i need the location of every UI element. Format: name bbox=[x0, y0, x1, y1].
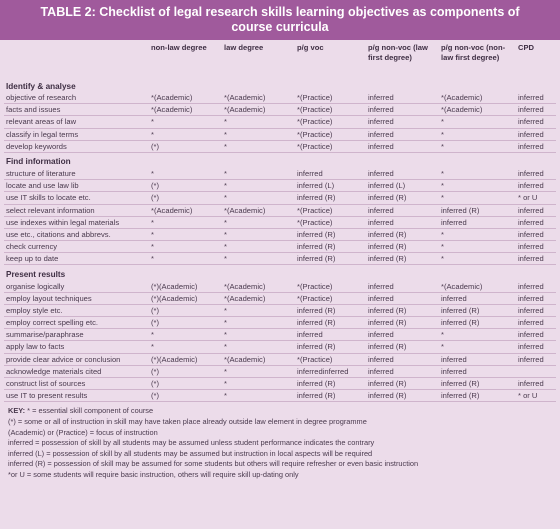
table-cell: * bbox=[149, 253, 222, 265]
table-cell: inferred (R) bbox=[295, 228, 366, 240]
skill-label-cell: acknowledge materials cited bbox=[4, 365, 149, 377]
table-cell: inferred bbox=[516, 241, 556, 253]
table-cell: inferred (R) bbox=[295, 341, 366, 353]
table-cell: (*) bbox=[149, 365, 222, 377]
table-row bbox=[4, 253, 556, 265]
table-cell: inferred (R) bbox=[439, 304, 516, 316]
table-cell: inferred (R) bbox=[439, 390, 516, 402]
table-cell: * bbox=[222, 140, 295, 152]
table-cell: * bbox=[222, 216, 295, 228]
header-cell: law degree bbox=[224, 43, 264, 52]
key-line: inferred (R) = possession of skill may be assumed for some students but others will require refresher or even basic instruction bbox=[8, 459, 419, 469]
table-cell: * bbox=[149, 228, 222, 240]
table-cell: (*)(Academic) bbox=[149, 353, 222, 365]
table-row bbox=[4, 377, 556, 389]
skill-label-cell: apply law to facts bbox=[4, 341, 149, 353]
table-row bbox=[4, 216, 556, 228]
table-row bbox=[4, 192, 556, 204]
table-row bbox=[4, 304, 556, 316]
skill-label-cell: structure of literature bbox=[4, 168, 149, 180]
table-cell: * bbox=[439, 329, 516, 341]
skill-label-cell: summarise/paraphrase bbox=[4, 329, 149, 341]
section-heading: Identify & analyse bbox=[6, 81, 76, 91]
table-cell: *(Academic) bbox=[149, 92, 222, 104]
key-legend bbox=[8, 406, 552, 480]
skill-label-cell: use IT to present results bbox=[4, 390, 149, 402]
table-cell: inferred bbox=[516, 180, 556, 192]
table-row bbox=[4, 365, 556, 377]
table-cell: *(Practice) bbox=[295, 140, 366, 152]
table-cell: inferred bbox=[295, 329, 366, 341]
skill-label-cell: use indexes within legal materials bbox=[4, 216, 149, 228]
table-cell: *(Academic) bbox=[439, 92, 516, 104]
skill-label-cell: use etc., citations and abbrevs. bbox=[4, 228, 149, 240]
table-cell: * bbox=[149, 216, 222, 228]
table-row bbox=[4, 228, 556, 240]
table-cell: inferred bbox=[516, 116, 556, 128]
section-row bbox=[4, 77, 556, 92]
skill-label-cell: keep up to date bbox=[4, 253, 149, 265]
table-cell: inferred (R) bbox=[295, 241, 366, 253]
table-cell: *(Academic) bbox=[149, 104, 222, 116]
key-line: (Academic) or (Practice) = focus of instruction bbox=[8, 427, 158, 437]
table-cell: * bbox=[149, 241, 222, 253]
skill-label-cell: check currency bbox=[4, 241, 149, 253]
table-row bbox=[4, 116, 556, 128]
table-row bbox=[4, 241, 556, 253]
key-line: (*) = some or all of instruction in skill may have taken place already outside law element in degree programme bbox=[8, 416, 367, 426]
table-cell: (*)(Academic) bbox=[149, 292, 222, 304]
table-cell: inferred bbox=[516, 140, 556, 152]
table-row bbox=[4, 128, 556, 140]
table-cell: inferred bbox=[366, 104, 439, 116]
table-cell: inferred bbox=[439, 353, 516, 365]
table-cell: * bbox=[439, 241, 516, 253]
table-cell: inferred (R) bbox=[366, 241, 439, 253]
table-cell: inferred (R) bbox=[366, 253, 439, 265]
section-row bbox=[4, 265, 556, 281]
table-cell: * bbox=[222, 304, 295, 316]
table-cell: * bbox=[439, 180, 516, 192]
table-cell: inferred (R) bbox=[366, 228, 439, 240]
table-cell: * or U bbox=[516, 192, 556, 204]
table-cell: (*) bbox=[149, 377, 222, 389]
table-cell: * bbox=[439, 228, 516, 240]
table-row bbox=[4, 353, 556, 365]
table-cell: *(Practice) bbox=[295, 116, 366, 128]
skill-label-cell: objective of research bbox=[4, 92, 149, 104]
table-cell: * bbox=[222, 253, 295, 265]
table-cell: inferred bbox=[366, 168, 439, 180]
table-cell: inferred bbox=[366, 216, 439, 228]
table-row bbox=[4, 341, 556, 353]
table-cell: * bbox=[222, 317, 295, 329]
table-title bbox=[0, 0, 560, 40]
key-line: *or U = some students will require basic instruction, others will require skill up-dating only bbox=[8, 469, 299, 479]
skill-label-cell: organise logically bbox=[4, 280, 149, 292]
table-cell: inferred (R) bbox=[439, 317, 516, 329]
table-row bbox=[4, 317, 556, 329]
table-body bbox=[4, 77, 556, 402]
table-cell: (*) bbox=[149, 192, 222, 204]
table-cell: * bbox=[149, 329, 222, 341]
table-cell: inferred bbox=[366, 92, 439, 104]
table-cell: inferred bbox=[366, 280, 439, 292]
header-cell: p/g non-voc (non-law first degree) bbox=[441, 43, 506, 62]
table-cell: inferred (R) bbox=[439, 204, 516, 216]
table-row bbox=[4, 104, 556, 116]
table-cell: * bbox=[439, 192, 516, 204]
table-cell: inferred bbox=[516, 128, 556, 140]
skill-label-cell: locate and use law lib bbox=[4, 180, 149, 192]
table-cell: inferred bbox=[439, 292, 516, 304]
table-cell: (*) bbox=[149, 317, 222, 329]
table-cell: inferred bbox=[366, 128, 439, 140]
header-cell: CPD bbox=[518, 43, 535, 52]
table-cell: * bbox=[439, 168, 516, 180]
table-cell: * bbox=[222, 377, 295, 389]
header-cell: p/g voc bbox=[297, 43, 324, 52]
table-cell: inferred bbox=[366, 140, 439, 152]
table-cell bbox=[516, 365, 556, 377]
table-cell: inferred bbox=[516, 216, 556, 228]
table-cell: inferred (R) bbox=[295, 377, 366, 389]
table-cell: * bbox=[149, 341, 222, 353]
table-cell: *(Academic) bbox=[222, 104, 295, 116]
table-cell: inferred (R) bbox=[295, 317, 366, 329]
table-cell: * bbox=[149, 116, 222, 128]
table-cell: *(Academic) bbox=[222, 353, 295, 365]
skill-label-cell: employ layout techniques bbox=[4, 292, 149, 304]
table-cell: * bbox=[222, 192, 295, 204]
skill-label-cell: select relevant information bbox=[4, 204, 149, 216]
section-row bbox=[4, 152, 556, 168]
skill-label-cell: develop keywords bbox=[4, 140, 149, 152]
table-cell: inferred (L) bbox=[295, 180, 366, 192]
key-line: inferred (L) = possession of skill by all students may be assumed but instruction in local aspects will be required bbox=[8, 448, 373, 458]
table-cell: inferred bbox=[516, 377, 556, 389]
table-cell: * bbox=[222, 128, 295, 140]
header-row bbox=[4, 43, 556, 77]
table-cell: * bbox=[439, 128, 516, 140]
table-cell: *(Practice) bbox=[295, 104, 366, 116]
section-heading: Present results bbox=[6, 269, 66, 279]
table-cell: *(Practice) bbox=[295, 92, 366, 104]
table-cell: inferred bbox=[516, 253, 556, 265]
table-cell: inferred (R) bbox=[439, 377, 516, 389]
skill-label-cell: classify in legal terms bbox=[4, 128, 149, 140]
table-row bbox=[4, 92, 556, 104]
table-cell: (*)(Academic) bbox=[149, 280, 222, 292]
table-cell: (*) bbox=[149, 180, 222, 192]
table-cell: *(Academic) bbox=[439, 104, 516, 116]
checklist-table bbox=[4, 43, 556, 402]
table-cell: inferred bbox=[516, 228, 556, 240]
table-cell: *(Academic) bbox=[149, 204, 222, 216]
table-cell: *(Academic) bbox=[222, 280, 295, 292]
skill-label-cell: employ correct spelling etc. bbox=[4, 317, 149, 329]
table-cell: * bbox=[439, 140, 516, 152]
key-label: KEY: bbox=[8, 406, 26, 416]
key-line bbox=[8, 406, 552, 417]
table-cell: inferred (L) bbox=[366, 180, 439, 192]
table-cell: * bbox=[222, 241, 295, 253]
table-cell: * or U bbox=[516, 390, 556, 402]
table-cell: * bbox=[222, 228, 295, 240]
table-cell: inferred bbox=[366, 365, 439, 377]
table-cell: *(Practice) bbox=[295, 353, 366, 365]
table-cell: inferred bbox=[366, 353, 439, 365]
table-cell: * bbox=[222, 168, 295, 180]
table-cell: inferred (R) bbox=[295, 253, 366, 265]
skill-label-cell: employ style etc. bbox=[4, 304, 149, 316]
table-cell: inferred bbox=[516, 104, 556, 116]
table-cell: inferred bbox=[516, 353, 556, 365]
table-title-line-2: course curricula bbox=[231, 20, 329, 34]
table-cell: inferred bbox=[516, 92, 556, 104]
skill-label-cell: use IT skills to locate etc. bbox=[4, 192, 149, 204]
table-title-line-1: TABLE 2: Checklist of legal research skills learning objectives as components of bbox=[40, 5, 520, 19]
table-cell: inferred bbox=[366, 292, 439, 304]
table-cell: * bbox=[222, 180, 295, 192]
skill-label-cell: relevant areas of law bbox=[4, 116, 149, 128]
table-cell: * bbox=[222, 341, 295, 353]
table-row bbox=[4, 140, 556, 152]
table-cell: inferred bbox=[516, 317, 556, 329]
table-cell: inferred bbox=[516, 292, 556, 304]
table-row bbox=[4, 280, 556, 292]
table-cell: *(Academic) bbox=[222, 292, 295, 304]
table-cell: (*) bbox=[149, 390, 222, 402]
table-cell: * bbox=[222, 390, 295, 402]
table-cell: *(Practice) bbox=[295, 128, 366, 140]
table-cell: inferred (R) bbox=[366, 377, 439, 389]
skill-label-cell: provide clear advice or conclusion bbox=[4, 353, 149, 365]
table-cell: *(Practice) bbox=[295, 280, 366, 292]
skill-label-cell: construct list of sources bbox=[4, 377, 149, 389]
table-cell: inferred (R) bbox=[366, 317, 439, 329]
table-cell: *(Practice) bbox=[295, 204, 366, 216]
table-cell: inferred bbox=[366, 204, 439, 216]
table-cell: inferred bbox=[295, 168, 366, 180]
section-heading: Find information bbox=[6, 157, 71, 167]
table-cell: inferred (R) bbox=[366, 192, 439, 204]
table-row bbox=[4, 204, 556, 216]
table-cell: inferred (R) bbox=[295, 304, 366, 316]
table-row bbox=[4, 329, 556, 341]
table-cell: * bbox=[149, 168, 222, 180]
table-cell: * bbox=[222, 329, 295, 341]
table-cell: inferred bbox=[516, 280, 556, 292]
table-cell: inferred (R) bbox=[366, 390, 439, 402]
table-cell: * bbox=[222, 365, 295, 377]
header-cell bbox=[4, 43, 149, 77]
table-cell: inferred bbox=[516, 204, 556, 216]
table-cell: * bbox=[439, 341, 516, 353]
table-cell: inferred (R) bbox=[366, 341, 439, 353]
key-line: inferred = possession of skill by all students may be assumed unless student performance indicates the contrary bbox=[8, 438, 375, 448]
table-cell: *(Academic) bbox=[222, 92, 295, 104]
table-cell: inferredinferred bbox=[295, 365, 366, 377]
table-cell: *(Practice) bbox=[295, 292, 366, 304]
table-cell: *(Academic) bbox=[439, 280, 516, 292]
skill-label-cell: facts and issues bbox=[4, 104, 149, 116]
header-cell: p/g non-voc (law first degree) bbox=[368, 43, 428, 62]
table-cell: inferred bbox=[516, 168, 556, 180]
table-cell: inferred (R) bbox=[295, 192, 366, 204]
table-cell: (*) bbox=[149, 140, 222, 152]
table-cell: inferred bbox=[516, 341, 556, 353]
table-cell: *(Academic) bbox=[222, 204, 295, 216]
table-cell: inferred bbox=[366, 116, 439, 128]
table-cell: * bbox=[149, 128, 222, 140]
table-cell: inferred (R) bbox=[295, 390, 366, 402]
table-cell: inferred bbox=[439, 216, 516, 228]
table-row bbox=[4, 168, 556, 180]
table-row bbox=[4, 180, 556, 192]
key-text: * = essential skill component of course bbox=[27, 406, 154, 416]
table-cell: (*) bbox=[149, 304, 222, 316]
table-cell: *(Practice) bbox=[295, 216, 366, 228]
table-row bbox=[4, 292, 556, 304]
table-row bbox=[4, 390, 556, 402]
table-cell: inferred bbox=[439, 365, 516, 377]
table-cell: inferred bbox=[366, 329, 439, 341]
table-cell: inferred bbox=[516, 329, 556, 341]
table-cell: * bbox=[439, 253, 516, 265]
table-cell: * bbox=[439, 116, 516, 128]
table-cell: inferred bbox=[516, 304, 556, 316]
table-cell: inferred (R) bbox=[366, 304, 439, 316]
header-cell: non-law degree bbox=[151, 43, 207, 52]
table-cell: * bbox=[222, 116, 295, 128]
